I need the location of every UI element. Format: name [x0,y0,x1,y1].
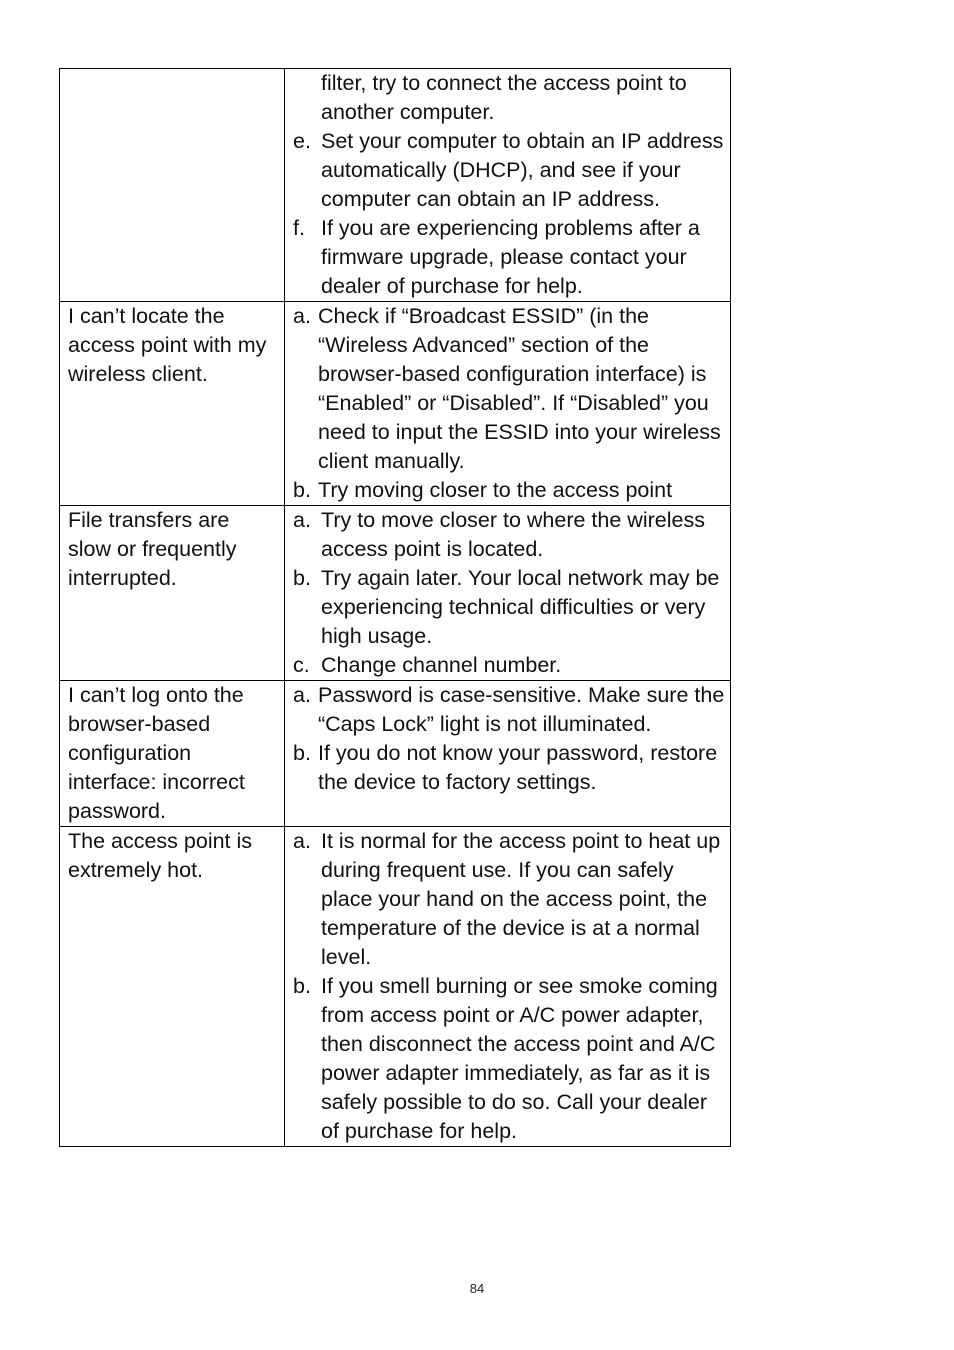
table-row [60,69,731,302]
list-item [293,302,726,476]
table-row [60,827,731,1147]
table-row [60,681,731,827]
item-text: Try moving closer to the access point [318,478,673,502]
list-item [293,739,726,797]
item-text: Try to move closer to where the wireless access point is located. [321,508,705,561]
problem-cell: The access point is extremely hot. [60,827,285,1147]
item-marker: b. [293,741,311,765]
problem-cell: File transfers are slow or frequently interrupted. [60,506,285,681]
list-item [293,476,726,505]
item-text: Check if “Broadcast ESSID” (in the “Wireless Advanced” section of the browser-based configuration interface) is “Enabled” or “Disabled”. If “Disabled” you need to input the ESSID into your wireless client manually. [318,304,721,473]
problem-cell: I can’t locate the access point with my wireless client. [60,302,285,506]
item-marker: c. [293,653,310,677]
solution-cell [285,302,731,506]
list-item [293,681,726,739]
item-marker: b. [293,478,311,502]
continued-text: filter, try to connect the access point to another computer. [321,71,687,124]
item-text: Password is case-sensitive. Make sure the “Caps Lock” light is not illuminated. [318,683,725,736]
item-marker: b. [293,566,311,590]
list-item [293,827,726,972]
item-marker: a. [293,304,311,328]
item-marker: b. [293,974,311,998]
problem-cell [60,69,285,302]
page-number: 84 [469,1281,485,1296]
solution-cell [285,827,731,1147]
item-marker: f. [293,216,305,240]
item-text: Change channel number. [321,653,562,677]
solution-cell [285,69,731,302]
item-marker: a. [293,683,311,707]
item-marker: a. [293,508,311,532]
item-text: If you smell burning or see smoke coming from access point or A/C power adapter, then disconnect the access point and A/C power adapter immediately, as far as it is safely possible to do so. Call your dealer of purchase for help. [321,974,718,1143]
item-text: If you are experiencing problems after a firmware upgrade, please contact your dealer of purchase for help. [321,216,700,298]
table-row [60,302,731,506]
item-text: Try again later. Your local network may be experiencing technical difficulties or very high usage. [321,566,720,648]
item-text: If you do not know your password, restore the device to factory settings. [318,741,718,794]
list-item [293,972,726,1146]
solution-cell [285,506,731,681]
troubleshooting-table [59,68,731,1147]
solution-cell [285,681,731,827]
list-item [293,506,726,564]
item-marker: e. [293,129,311,153]
item-text: Set your computer to obtain an IP address automatically (DHCP), and see if your computer can obtain an IP address. [321,129,724,211]
problem-cell: I can’t log onto the browser-based configuration interface: incorrect password. [60,681,285,827]
list-item [293,651,726,680]
list-item [293,564,726,651]
item-marker: a. [293,829,311,853]
table-row [60,506,731,681]
item-text: It is normal for the access point to heat up during frequent use. If you can safely place your hand on the access point, the temperature of the device is at a normal level. [321,829,721,969]
list-item [293,127,726,214]
list-item [293,214,726,301]
